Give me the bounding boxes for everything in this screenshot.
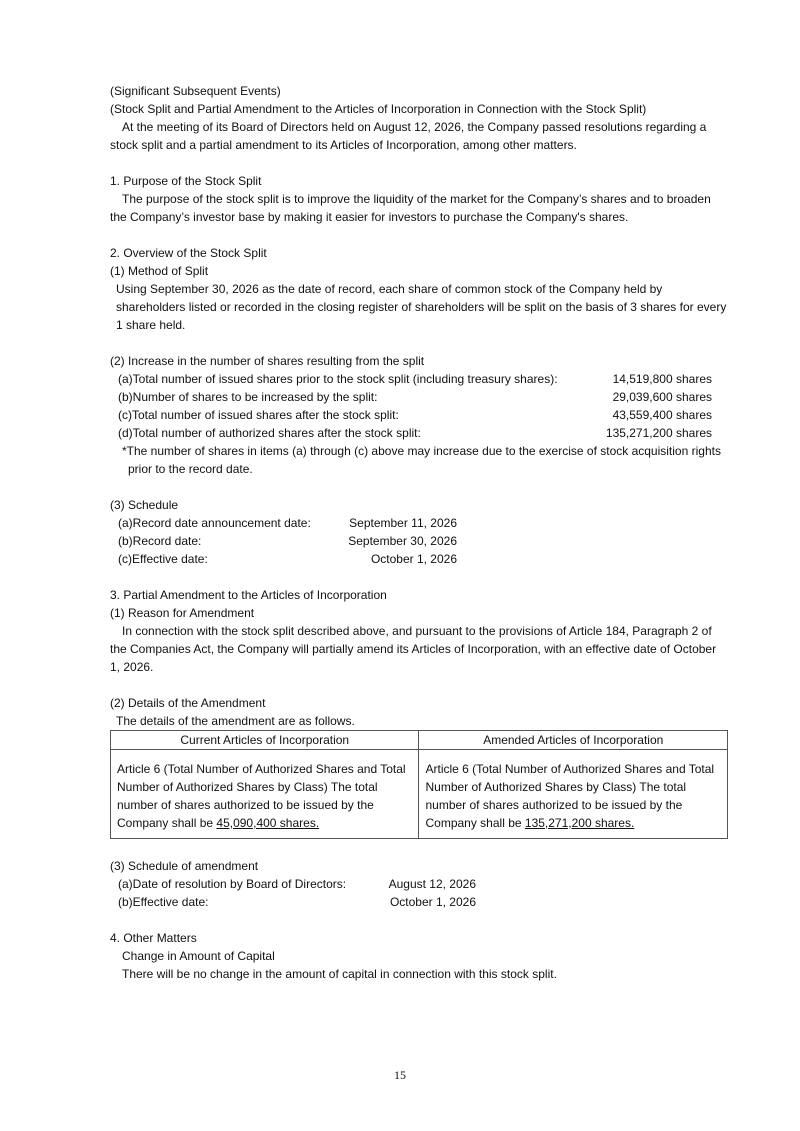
schedule-value: September 30, 2026 <box>348 534 457 548</box>
amend-schedule-label: (a)Date of resolution by Board of Directors: <box>118 877 347 891</box>
schedule-label: (a)Record date announcement date: <box>118 516 311 530</box>
current-share-count: 45,090,400 shares. <box>216 816 320 830</box>
table-header-row <box>111 731 728 750</box>
amend-schedule-value: October 1, 2026 <box>389 895 476 909</box>
increase-label: (d)Total number of authorized shares after the stock split: <box>118 426 421 440</box>
schedule-value: October 1, 2026 <box>370 552 457 566</box>
increase-value: 14,519,800 shares <box>612 372 712 386</box>
increase-value: 43,559,400 shares <box>612 408 712 422</box>
intro-paragraph: At the meeting of its Board of Directors held on August 12, 2026, the Company passed resolutions regarding a stock split and a partial amendment to its Articles of Incorporation, among other matters. <box>110 120 707 152</box>
amend-schedule-heading: (3) Schedule of amendment <box>110 859 259 873</box>
amend-schedule-label: (b)Effective date: <box>118 895 209 909</box>
details-intro: The details of the amendment are as follows. <box>116 714 355 728</box>
column-header-current: Current Articles of Incorporation <box>111 731 419 750</box>
column-header-amended: Amended Articles of Incorporation <box>419 731 728 750</box>
table-row <box>111 750 728 839</box>
increase-value: 29,039,600 shares <box>612 390 712 404</box>
amend-schedule-value: August 12, 2026 <box>388 877 476 891</box>
increase-heading: (2) Increase in the number of shares resulting from the split <box>110 354 425 368</box>
amended-articles-cell <box>419 750 728 839</box>
amended-share-count: 135,271,200 shares. <box>524 816 635 830</box>
amendment-heading: 3. Partial Amendment to the Articles of Incorporation <box>110 588 387 602</box>
increase-note: *The number of shares in items (a) through (c) above may increase due to the exercise of stock acquisition rights <box>122 444 721 458</box>
page-number: 15 <box>394 1068 406 1082</box>
increase-row <box>110 388 728 406</box>
increase-label: (b)Number of shares to be increased by the split: <box>118 390 378 404</box>
schedule-heading: (3) Schedule <box>110 498 179 512</box>
amend-schedule-row <box>110 893 728 911</box>
increase-note-continued: prior to the record date. <box>128 462 253 476</box>
increase-value: 135,271,200 shares <box>605 426 712 440</box>
current-articles-text: Article 6 (Total Number of Authorized Shares and Total Number of Authorized Shares by Class) The total number of shares authorized to be issued by the Company shall be <box>117 762 406 830</box>
purpose-paragraph: The purpose of the stock split is to improve the liquidity of the market for the Company’s shares and to broaden the Company’s investor base by making it easier for investors to purchase the Company's shares. <box>110 192 711 224</box>
increase-label: (a)Total number of issued shares prior to the stock split (including treasury shares): <box>118 372 558 386</box>
amendment-table <box>110 730 728 839</box>
schedule-value: September 11, 2026 <box>349 516 457 530</box>
capital-paragraph: There will be no change in the amount of capital in connection with this stock split. <box>122 967 557 981</box>
increase-label: (c)Total number of issued shares after the stock split: <box>118 408 399 422</box>
schedule-row <box>110 514 728 532</box>
overview-heading: 2. Overview of the Stock Split <box>110 246 267 260</box>
amended-articles-text: Article 6 (Total Number of Authorized Shares and Total Number of Authorized Shares by Class) The total number of shares authorized to be issued by the Company shall be <box>425 762 715 830</box>
document-body <box>110 82 728 983</box>
increase-row <box>110 370 728 388</box>
increase-row <box>110 424 728 442</box>
increase-row <box>110 406 728 424</box>
details-heading: (2) Details of the Amendment <box>110 696 266 710</box>
current-articles-cell <box>111 750 419 839</box>
reason-paragraph: In connection with the stock split described above, and pursuant to the provisions of Article 184, Paragraph 2 of the Companies Act, the Company will partially amend its Articles of Incorporation, with an effective date of October 1, 2026. <box>110 624 717 674</box>
other-matters-heading: 4. Other Matters <box>110 931 197 945</box>
capital-subheading: Change in Amount of Capital <box>122 949 275 963</box>
schedule-row <box>110 532 728 550</box>
reason-heading: (1) Reason for Amendment <box>110 606 255 620</box>
method-paragraph: Using September 30, 2026 as the date of record, each share of common stock of the Company held by shareholders listed or recorded in the closing register of shareholders will be split on the basis of 3 shares for every 1 share held. <box>116 282 727 332</box>
method-heading: (1) Method of Split <box>110 264 209 278</box>
schedule-label: (c)Effective date: <box>118 552 208 566</box>
section-subtitle: (Stock Split and Partial Amendment to the Articles of Incorporation in Connection with the Stock Split) <box>110 102 647 116</box>
schedule-row <box>110 550 728 568</box>
amend-schedule-row <box>110 875 728 893</box>
purpose-heading: 1. Purpose of the Stock Split <box>110 174 262 188</box>
schedule-label: (b)Record date: <box>118 534 202 548</box>
section-title: (Significant Subsequent Events) <box>110 84 281 98</box>
